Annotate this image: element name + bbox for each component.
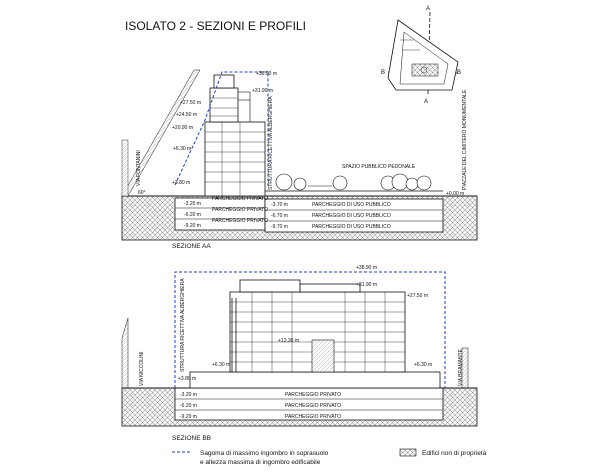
aa-parking-private-2: PARCHEGGIO PRIVATO bbox=[212, 207, 269, 213]
aa-parking-public-3: PARCHEGGIO DI USO PUBBLICO bbox=[312, 224, 391, 230]
key-plan-label-b-right: B bbox=[457, 70, 462, 76]
aa-piazzale-label: PIAZZALE DEL CIMITERO MONUMENTALE bbox=[462, 89, 468, 190]
bb-parking-3: PARCHEGGIO PRIVATO bbox=[285, 414, 342, 420]
aa-slope-60 bbox=[122, 70, 200, 196]
bb-level-4: +13.30 m bbox=[278, 338, 299, 344]
aa-parking-public-2: PARCHEGGIO DI USO PUBBLICO bbox=[312, 213, 391, 219]
aa-trees-icon bbox=[276, 174, 431, 191]
bb-depth-3: -9.20 m bbox=[180, 414, 197, 420]
aa-depth-1: -3.20 m bbox=[184, 201, 201, 207]
bb-structure-label: STRUTTURA RICETTIVA ALBERGHIERA bbox=[180, 278, 186, 372]
aa-parking-private-3: PARCHEGGIO PRIVATO bbox=[212, 218, 269, 224]
legend-dashed-line1: Sagoma di massimo ingombro in soprasuolo bbox=[200, 450, 329, 457]
aa-level-5: +20.90 m bbox=[172, 125, 193, 131]
bb-building bbox=[190, 280, 440, 388]
bb-level-2: +31.90 m bbox=[356, 282, 377, 288]
aa-level-6: +6.30 m bbox=[173, 146, 192, 152]
key-plan-label-a-bottom: A bbox=[424, 99, 429, 105]
bb-street-left: VIA NICCOLINI bbox=[139, 351, 145, 386]
legend-hatched-text: Edifici non di proprietà bbox=[422, 450, 487, 457]
key-plan-lot bbox=[388, 20, 458, 90]
sheet-title: ISOLATO 2 - SEZIONI E PROFILI bbox=[125, 19, 306, 33]
aa-level-4: +24.50 m bbox=[176, 112, 197, 118]
legend bbox=[172, 449, 487, 466]
aa-level-7: +3.80 m bbox=[172, 180, 191, 186]
aa-street-label: VIA FONTANINI bbox=[136, 150, 142, 186]
aa-depth-6: -9.70 m bbox=[271, 224, 288, 230]
aa-depth-5: -6.70 m bbox=[271, 213, 288, 219]
aa-depth-3: -9.20 m bbox=[184, 223, 201, 229]
bb-parking-1: PARCHEGGIO PRIVATO bbox=[285, 392, 342, 398]
section-aa bbox=[122, 70, 477, 250]
key-plan-building bbox=[412, 64, 438, 76]
legend-hatch-swatch bbox=[400, 449, 416, 456]
aa-parking-private-1: PARCHEGGIO PRIVATO bbox=[212, 196, 269, 202]
bb-level-7: +3.80 m bbox=[178, 376, 197, 382]
key-plan bbox=[381, 6, 461, 105]
bb-depth-2: -6.20 m bbox=[180, 403, 197, 409]
bb-level-1: +38.90 m bbox=[356, 265, 377, 271]
aa-caption: SEZIONE AA bbox=[172, 243, 211, 250]
bb-level-6: +6.30 m bbox=[414, 362, 433, 368]
key-plan-label-b-left: B bbox=[381, 70, 386, 76]
aa-depth-2: -6.20 m bbox=[184, 212, 201, 218]
bb-street-right: VIA BRAMANTE bbox=[458, 349, 464, 386]
bb-depth-1: -3.20 m bbox=[180, 392, 197, 398]
aa-depth-4: -3.70 m bbox=[271, 202, 288, 208]
aa-parking-public-1: PARCHEGGIO DI USO PUBBLICO bbox=[312, 202, 391, 208]
bb-caption: SEZIONE BB bbox=[172, 435, 212, 442]
key-plan-label-a-top: A bbox=[426, 6, 431, 12]
legend-dashed-line2: e altezza massima di ingombro edificabile bbox=[200, 459, 321, 466]
aa-level-2: +31.90 m bbox=[252, 88, 273, 94]
bb-stair-core bbox=[312, 340, 334, 372]
bb-level-3: +27.50 m bbox=[407, 293, 428, 299]
bb-level-5: +6.30 m bbox=[212, 362, 231, 368]
aa-angle-label: 60° bbox=[138, 190, 146, 196]
aa-level-1: +38.90 m bbox=[256, 71, 277, 77]
aa-structure-label: STRUTTURA RICETTIVA ALBERGHIERA bbox=[268, 96, 274, 190]
bb-parking-2: PARCHEGGIO PRIVATO bbox=[285, 403, 342, 409]
aa-level-8: +0.00 m bbox=[446, 191, 465, 197]
aa-level-3: +27.50 m bbox=[180, 100, 201, 106]
aa-space-label: SPAZIO PUBBLICO PEDONALE bbox=[342, 164, 416, 170]
section-bb bbox=[122, 265, 477, 442]
